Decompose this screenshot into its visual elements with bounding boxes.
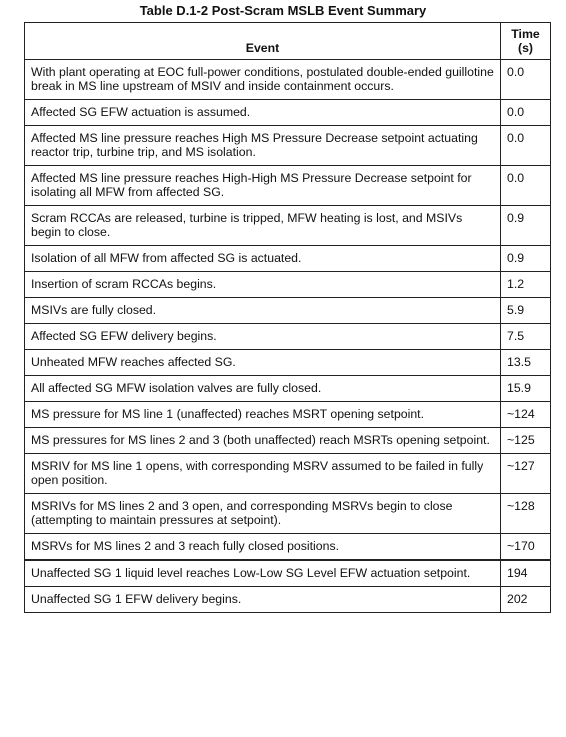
table-row (25, 376, 551, 402)
event-cell: MSRIV for MS line 1 opens, with corresponding MSRV assumed to be failed in fully open position. (25, 454, 501, 494)
table-row (25, 298, 551, 324)
event-cell: Affected MS line pressure reaches High-High MS Pressure Decrease setpoint for isolating all MFW from affected SG. (25, 166, 501, 206)
time-cell: ~128 (501, 494, 551, 534)
time-cell: 202 (501, 587, 551, 613)
time-column-header (501, 23, 551, 60)
event-cell: All affected SG MFW isolation valves are fully closed. (25, 376, 501, 402)
table-row (25, 324, 551, 350)
event-summary-table (24, 22, 551, 613)
time-cell: 1.2 (501, 272, 551, 298)
event-cell: Unaffected SG 1 liquid level reaches Low-Low SG Level EFW actuation setpoint. (25, 560, 501, 587)
table-row (25, 494, 551, 534)
table-row (25, 246, 551, 272)
event-cell: Affected MS line pressure reaches High MS Pressure Decrease setpoint actuating reactor trip, turbine trip, and MS isolation. (25, 126, 501, 166)
time-cell: ~125 (501, 428, 551, 454)
table-row (25, 60, 551, 100)
event-cell: MS pressures for MS lines 2 and 3 (both unaffected) reach MSRTs opening setpoint. (25, 428, 501, 454)
event-cell: MSRIVs for MS lines 2 and 3 open, and corresponding MSRVs begin to close (attempting to maintain pressures at setpoint). (25, 494, 501, 534)
table-row (25, 534, 551, 561)
event-cell: Scram RCCAs are released, turbine is tripped, MFW heating is lost, and MSIVs begin to close. (25, 206, 501, 246)
time-cell: 15.9 (501, 376, 551, 402)
table-title: Table D.1-2 Post-Scram MSLB Event Summary (139, 3, 427, 18)
table-row (25, 587, 551, 613)
event-cell: Affected SG EFW delivery begins. (25, 324, 501, 350)
event-cell: Unheated MFW reaches affected SG. (25, 350, 501, 376)
table-row (25, 402, 551, 428)
time-cell: ~170 (501, 534, 551, 561)
time-cell: 0.0 (501, 166, 551, 206)
time-cell: 0.9 (501, 206, 551, 246)
event-cell: Unaffected SG 1 EFW delivery begins. (25, 587, 501, 613)
time-header-unit: (s) (517, 41, 534, 55)
event-cell: MSRVs for MS lines 2 and 3 reach fully closed positions. (25, 534, 501, 561)
time-cell: 5.9 (501, 298, 551, 324)
time-cell: 0.0 (501, 100, 551, 126)
table-row (25, 166, 551, 206)
event-cell: Affected SG EFW actuation is assumed. (25, 100, 501, 126)
time-cell: 0.0 (501, 60, 551, 100)
event-cell: With plant operating at EOC full-power conditions, postulated double-ended guillotine break in MS line upstream of MSIV and inside containment occurs. (25, 60, 501, 100)
time-header-label: Time (511, 27, 540, 41)
table-row (25, 100, 551, 126)
time-cell: 0.0 (501, 126, 551, 166)
table-row (25, 350, 551, 376)
table-row (25, 560, 551, 587)
table-row (25, 126, 551, 166)
table-row (25, 272, 551, 298)
table-row (25, 206, 551, 246)
time-cell: ~127 (501, 454, 551, 494)
time-cell: ~124 (501, 402, 551, 428)
time-cell: 7.5 (501, 324, 551, 350)
time-cell: 0.9 (501, 246, 551, 272)
table-header-row (25, 23, 551, 60)
event-cell: MS pressure for MS line 1 (unaffected) reaches MSRT opening setpoint. (25, 402, 501, 428)
event-cell: Insertion of scram RCCAs begins. (25, 272, 501, 298)
time-cell: 194 (501, 560, 551, 587)
event-cell: MSIVs are fully closed. (25, 298, 501, 324)
event-column-header: Event (25, 23, 501, 60)
table-row (25, 428, 551, 454)
event-cell: Isolation of all MFW from affected SG is actuated. (25, 246, 501, 272)
time-cell: 13.5 (501, 350, 551, 376)
table-row (25, 454, 551, 494)
